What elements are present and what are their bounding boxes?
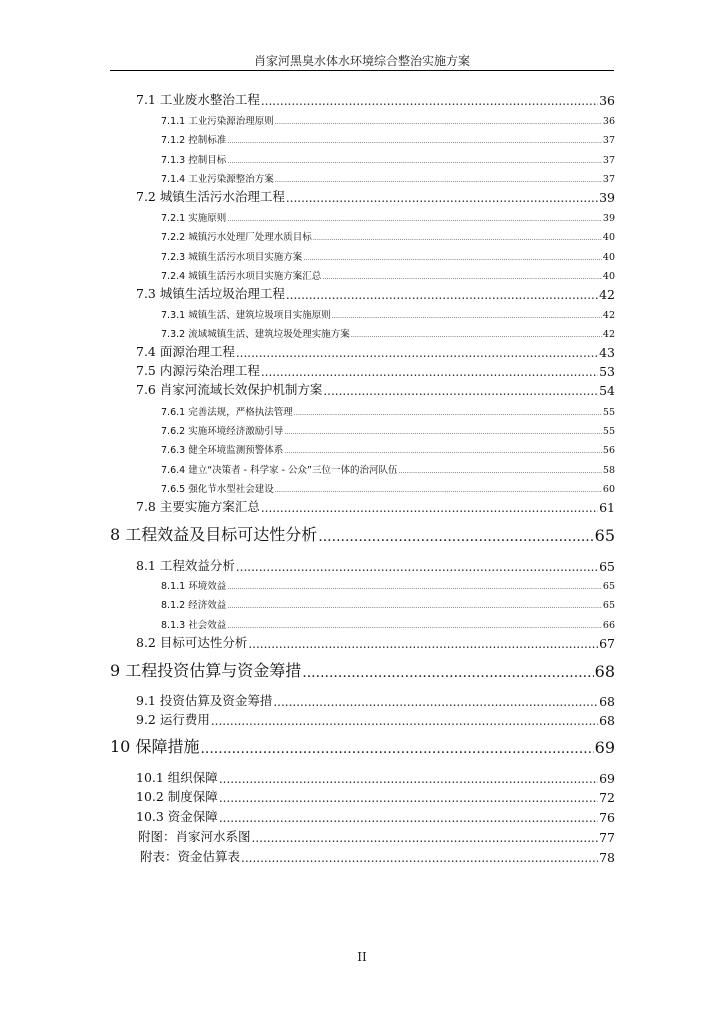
toc-leader-dots <box>275 486 602 495</box>
toc-leader-dots <box>248 637 598 651</box>
toc-leader-dots <box>322 273 602 282</box>
toc-entry-page: 65 <box>594 526 615 545</box>
toc-entry[interactable] <box>161 232 615 243</box>
toc-entry[interactable] <box>161 213 615 224</box>
toc-entry-title: 10.3 资金保障 <box>136 809 218 824</box>
toc-entry[interactable] <box>161 426 615 437</box>
toc-entry-page: 54 <box>599 383 615 398</box>
toc-leader-dots <box>219 791 598 805</box>
toc-entry-title: 7.8 主要实施方案汇总 <box>136 499 260 514</box>
toc-leader-dots <box>302 665 593 681</box>
toc-entry[interactable] <box>136 771 615 786</box>
toc-entry[interactable] <box>136 190 615 205</box>
toc-leader-dots <box>294 409 602 418</box>
toc-entry-title: 7.2.2 城镇污水处理厂处理水质目标 <box>161 232 312 243</box>
toc-entry[interactable] <box>136 810 615 825</box>
toc-leader-dots <box>252 831 599 845</box>
toc-entry-page: 65 <box>602 581 615 592</box>
toc-entry[interactable] <box>161 271 615 282</box>
toc-leader-dots <box>219 811 598 825</box>
toc-leader-dots <box>313 234 602 243</box>
toc-entry-page: 39 <box>602 213 615 224</box>
toc-entry-title: 7.3 城镇生活垃圾治理工程 <box>136 286 285 301</box>
toc-entry-page: 68 <box>599 694 615 709</box>
toc-entry[interactable] <box>136 287 615 302</box>
toc-entry-page: 37 <box>602 155 615 166</box>
running-header: 肖家河黑臭水体水环境综合整治实施方案 <box>253 54 470 68</box>
toc-entry-title: 8.2 目标可达性分析 <box>136 635 248 650</box>
toc-entry-title: 7.6.2 实施环境经济激励引导 <box>161 426 284 437</box>
toc-leader-dots <box>219 772 598 786</box>
toc-entry-title: 7.4 面源治理工程 <box>136 344 235 359</box>
toc-entry[interactable] <box>161 484 615 495</box>
toc-entry-title: 7.6.4 建立“决策者 - 科学家 - 公众”三位一体的治河队伍 <box>161 465 398 476</box>
toc-entry-title: 7.1.4 工业污染源整治方案 <box>161 174 274 185</box>
toc-entry-title: 7.2.3 城镇生活污水项目实施方案 <box>161 252 303 263</box>
toc-entry[interactable] <box>161 252 615 263</box>
toc-entry-title: 附图：肖家河水系图 <box>138 829 251 844</box>
toc-entry[interactable] <box>136 694 615 709</box>
toc-entry-page: 60 <box>602 484 615 495</box>
toc-entry-page: 37 <box>602 174 615 185</box>
toc-entry[interactable] <box>136 636 615 651</box>
toc-entry-title: 7.2.4 城镇生活污水项目实施方案汇总 <box>161 271 322 282</box>
toc-leader-dots <box>284 447 602 456</box>
toc-leader-dots <box>261 501 598 515</box>
toc-entry[interactable] <box>161 465 615 476</box>
toc-leader-dots <box>227 215 602 224</box>
toc-leader-dots <box>323 384 598 398</box>
toc-entry-page: 77 <box>599 830 615 845</box>
toc-entry-page: 68 <box>599 713 615 728</box>
toc-entry-page: 55 <box>602 426 615 437</box>
toc-entry-page: 53 <box>599 364 615 379</box>
toc-entry-title: 7.6.5 强化节水型社会建设 <box>161 484 274 495</box>
toc-leader-dots <box>227 583 602 592</box>
toc-entry-title: 8.1.2 经济效益 <box>161 600 227 611</box>
toc-entry-title: 10.1 组织保障 <box>136 770 218 785</box>
toc-entry[interactable] <box>161 174 615 185</box>
toc-entry-page: 65 <box>602 600 615 611</box>
toc-entry-page: 68 <box>594 662 615 681</box>
toc-entry-title: 9 工程投资估算与资金筹措 <box>110 661 302 680</box>
toc-entry-page: 61 <box>599 500 615 515</box>
toc-entry-title: 8.1.1 环境效益 <box>161 581 227 592</box>
toc-entry[interactable] <box>136 500 615 515</box>
toc-entry[interactable] <box>161 329 615 340</box>
toc-leader-dots <box>286 191 598 205</box>
toc-entry[interactable] <box>110 525 615 545</box>
toc-entry[interactable] <box>161 600 615 611</box>
toc-entry-title: 7.6 肖家河流域长效保护机制方案 <box>136 382 323 397</box>
toc-leader-dots <box>351 331 602 340</box>
toc-leader-dots <box>261 94 598 108</box>
toc-entry-page: 66 <box>602 620 615 631</box>
toc-entry-title: 9.2 运行费用 <box>136 712 210 727</box>
toc-leader-dots <box>227 602 602 611</box>
toc-leader-dots <box>284 428 602 437</box>
toc-entry-page: 78 <box>599 850 615 865</box>
toc-entry-page: 65 <box>599 559 615 574</box>
toc-entry-page: 72 <box>599 790 615 805</box>
toc-entry-page: 36 <box>599 93 615 108</box>
toc-entry-page: 36 <box>602 116 615 127</box>
toc-leader-dots <box>261 365 598 379</box>
toc-entry-page: 67 <box>599 636 615 651</box>
toc-entry-page: 42 <box>602 310 615 321</box>
toc-entry-title: 附表：资金估算表 <box>140 849 241 864</box>
toc-entry-title: 8 工程效益及目标可达性分析 <box>110 525 318 544</box>
toc-entry-page: 76 <box>599 810 615 825</box>
toc-leader-dots <box>236 346 598 360</box>
toc-entry[interactable] <box>161 581 615 592</box>
toc-entry-title: 7.3.1 城镇生活、建筑垃圾项目实施原则 <box>161 310 331 321</box>
toc-entry-page: 69 <box>599 771 615 786</box>
toc-entry-page: 40 <box>602 271 615 282</box>
toc-leader-dots <box>398 467 601 476</box>
toc-entry-title: 10.2 制度保障 <box>136 789 218 804</box>
toc-entry[interactable] <box>136 559 615 574</box>
toc-entry[interactable] <box>136 93 615 108</box>
toc-entry-title: 7.1.1 工业污染源治理原则 <box>161 116 274 127</box>
toc-entry-page: 42 <box>602 329 615 340</box>
toc-entry-title: 7.5 内源污染治理工程 <box>136 363 260 378</box>
toc-entry-title: 7.6.1 完善法规，严格执法管理 <box>161 407 293 418</box>
toc-entry[interactable] <box>161 310 615 321</box>
toc-leader-dots <box>286 288 598 302</box>
toc-entry[interactable] <box>161 407 615 418</box>
toc-entry-title: 7.3.2 流域城镇生活、建筑垃圾处理实施方案 <box>161 329 350 340</box>
toc-entry-title: 8.1 工程效益分析 <box>136 558 235 573</box>
toc-entry[interactable] <box>161 135 615 146</box>
toc-entry[interactable] <box>161 155 615 166</box>
toc-leader-dots <box>200 741 593 757</box>
toc-entry[interactable] <box>136 713 615 728</box>
page-number: II <box>357 950 367 964</box>
toc-leader-dots <box>241 851 598 865</box>
toc-entry[interactable] <box>140 850 615 865</box>
toc-entry-page: 58 <box>602 465 615 476</box>
toc-entry-page: 42 <box>599 287 615 302</box>
toc-entry[interactable] <box>161 620 615 631</box>
toc-leader-dots <box>275 176 602 185</box>
toc-entry-page: 56 <box>602 445 615 456</box>
toc-entry-page: 40 <box>602 252 615 263</box>
toc-entry-title: 9.1 投资估算及资金筹措 <box>136 693 273 708</box>
toc-leader-dots <box>275 118 602 127</box>
toc-leader-dots <box>227 622 602 631</box>
toc-entry[interactable] <box>136 345 615 360</box>
toc-entry-title: 7.6.3 健全环境监测预警体系 <box>161 445 284 456</box>
toc-entry-page: 37 <box>602 135 615 146</box>
toc-leader-dots <box>211 714 598 728</box>
toc-leader-dots <box>318 529 593 545</box>
toc-entry-title: 10 保障措施 <box>110 737 200 756</box>
toc-entry-title: 7.2.1 实施原则 <box>161 213 227 224</box>
toc-entry[interactable] <box>136 790 615 805</box>
toc-entry-title: 8.1.3 社会效益 <box>161 620 227 631</box>
toc-entry-page: 55 <box>602 407 615 418</box>
toc-entry-page: 69 <box>594 738 615 757</box>
toc-entry[interactable] <box>110 661 615 681</box>
toc-entry[interactable] <box>138 830 615 845</box>
toc-leader-dots <box>227 157 602 166</box>
toc-entry-page: 40 <box>602 232 615 243</box>
toc-entry-title: 7.1 工业废水整治工程 <box>136 92 260 107</box>
toc-leader-dots <box>273 695 598 709</box>
toc-entry-page: 39 <box>599 190 615 205</box>
toc-entry[interactable] <box>136 383 615 398</box>
toc-leader-dots <box>236 560 598 574</box>
toc-entry[interactable] <box>110 737 615 757</box>
toc-entry[interactable] <box>161 116 615 127</box>
toc-entry-title: 7.1.3 控制目标 <box>161 155 227 166</box>
toc-entry-title: 7.1.2 控制标准 <box>161 135 227 146</box>
toc-leader-dots <box>303 254 602 263</box>
toc-leader-dots <box>227 137 602 146</box>
toc-leader-dots <box>332 312 602 321</box>
toc-entry-title: 7.2 城镇生活污水治理工程 <box>136 189 285 204</box>
toc-entry[interactable] <box>161 445 615 456</box>
toc-entry[interactable] <box>136 364 615 379</box>
toc-entry-page: 43 <box>599 345 615 360</box>
